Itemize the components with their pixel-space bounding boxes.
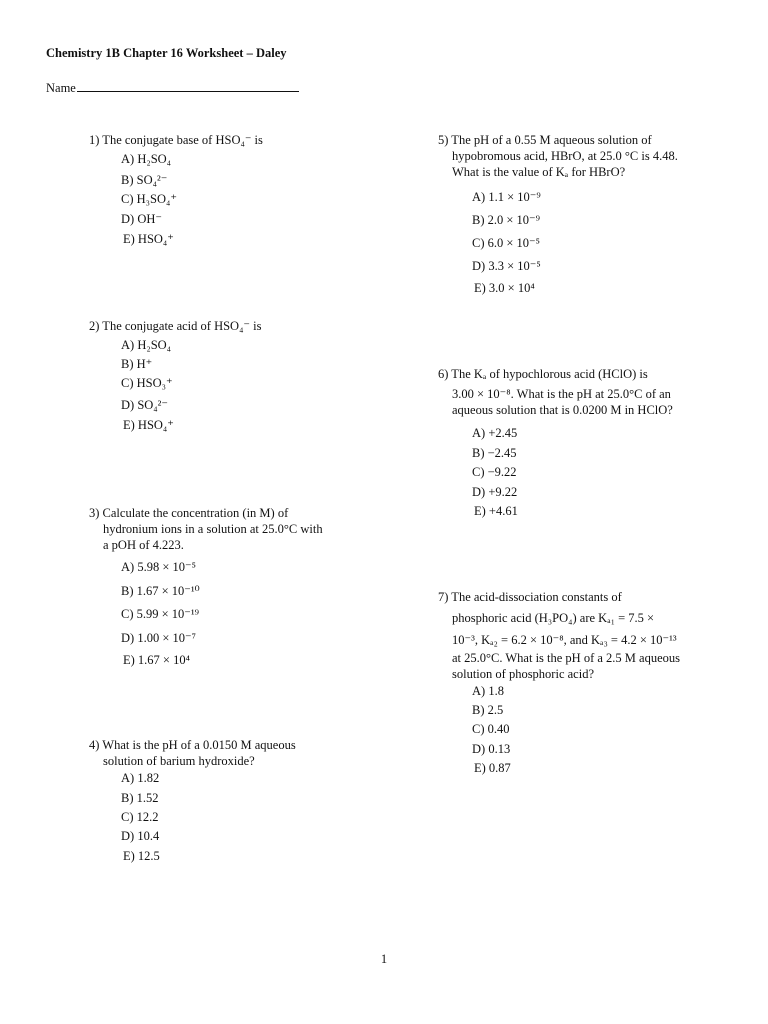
question-7-stem-line-1: 7) The acid-dissociation constants of bbox=[438, 590, 622, 604]
worksheet-title: Chemistry 1B Chapter 16 Worksheet – Daley bbox=[46, 46, 287, 60]
question-2-choice-a: A) H₂SO₄ bbox=[121, 338, 172, 352]
question-5-choice-c: C) 6.0 × 10⁻⁵ bbox=[472, 236, 541, 250]
name-label: Name bbox=[46, 81, 76, 95]
question-4-choice-c: C) 12.2 bbox=[121, 810, 159, 824]
question-6-choice-b: B) −2.45 bbox=[472, 446, 517, 460]
question-4-choice-b: B) 1.52 bbox=[121, 791, 159, 805]
question-4-stem-line-2: solution of barium hydroxide? bbox=[103, 754, 255, 768]
question-5 bbox=[438, 132, 758, 302]
question-4-stem-line-1: 4) What is the pH of a 0.0150 M aqueous bbox=[89, 738, 296, 752]
question-6-stem-line-1: 6) The Kₐ of hypochlorous acid (HClO) is bbox=[438, 367, 648, 381]
question-1-choice-c: C) H₃SO₄⁺ bbox=[121, 192, 177, 206]
question-4-choice-d: D) 10.4 bbox=[121, 829, 160, 843]
question-2-stem: 2) The conjugate acid of HSO₄⁻ is bbox=[89, 319, 262, 333]
name-field bbox=[46, 81, 299, 96]
page-number: 1 bbox=[380, 952, 388, 966]
question-6-choice-e: E) +4.61 bbox=[474, 504, 518, 518]
question-7-stem-line-3: 10⁻³, Kₐ₂ = 6.2 × 10⁻⁸, and Kₐ₃ = 4.2 × 10⁻¹³ bbox=[452, 633, 677, 647]
question-2-choice-d: D) SO₄²⁻ bbox=[121, 398, 168, 412]
question-2-choice-b: B) H⁺ bbox=[121, 357, 153, 371]
question-2-choice-c: C) HSO₃⁺ bbox=[121, 376, 173, 390]
question-7-stem-line-2: phosphoric acid (H₃PO₄) are Kₐ₁ = 7.5 × bbox=[452, 611, 655, 625]
question-6-stem-line-2: 3.00 × 10⁻⁸. What is the pH at 25.0°C of an bbox=[452, 387, 671, 401]
question-5-choice-a: A) 1.1 × 10⁻⁹ bbox=[472, 190, 541, 204]
question-3-choice-d: D) 1.00 × 10⁻⁷ bbox=[121, 631, 196, 645]
question-4-choice-e: E) 12.5 bbox=[123, 849, 160, 863]
question-3-choice-b: B) 1.67 × 10⁻¹⁰ bbox=[121, 584, 200, 598]
question-4-choice-a: A) 1.82 bbox=[121, 771, 160, 785]
question-6-choice-a: A) +2.45 bbox=[472, 426, 518, 440]
question-7 bbox=[438, 589, 758, 779]
question-5-choice-e: E) 3.0 × 10⁴ bbox=[474, 281, 535, 295]
question-7-choice-d: D) 0.13 bbox=[472, 742, 511, 756]
question-5-stem-line-3: What is the value of Kₐ for HBrO? bbox=[452, 165, 626, 179]
question-1-choice-a: A) H₂SO₄ bbox=[121, 152, 172, 166]
question-3-stem-line-3: a pOH of 4.223. bbox=[103, 538, 184, 552]
question-3-stem-line-1: 3) Calculate the concentration (in M) of bbox=[89, 506, 289, 520]
question-7-choice-e: E) 0.87 bbox=[474, 761, 511, 775]
question-3-stem-line-2: hydronium ions in a solution at 25.0°C with bbox=[103, 522, 323, 536]
question-3-choice-c: C) 5.99 × 10⁻¹⁹ bbox=[121, 607, 200, 621]
question-7-stem-line-4: at 25.0°C. What is the pH of a 2.5 M aqueous bbox=[452, 651, 680, 665]
name-underline bbox=[77, 81, 299, 92]
question-7-choice-a: A) 1.8 bbox=[472, 684, 504, 698]
question-1 bbox=[89, 132, 409, 252]
question-1-choice-b: B) SO₄²⁻ bbox=[121, 173, 168, 187]
question-3-choice-a: A) 5.98 × 10⁻⁵ bbox=[121, 560, 196, 574]
question-1-choice-d: D) OH⁻ bbox=[121, 212, 162, 226]
question-7-choice-c: C) 0.40 bbox=[472, 722, 510, 736]
question-3-choice-e: E) 1.67 × 10⁴ bbox=[123, 653, 190, 667]
question-6-choice-c: C) −9.22 bbox=[472, 465, 517, 479]
question-2 bbox=[89, 318, 409, 438]
question-7-choice-b: B) 2.5 bbox=[472, 703, 504, 717]
question-5-stem-line-2: hypobromous acid, HBrO, at 25.0 °C is 4.48. bbox=[452, 149, 678, 163]
question-1-stem: 1) The conjugate base of HSO₄⁻ is bbox=[89, 133, 263, 147]
question-3 bbox=[89, 505, 409, 670]
question-6-choice-d: D) +9.22 bbox=[472, 485, 518, 499]
question-1-choice-e: E) HSO₄⁺ bbox=[123, 232, 174, 246]
question-7-stem-line-5: solution of phosphoric acid? bbox=[452, 667, 594, 681]
question-2-choice-e: E) HSO₄⁺ bbox=[123, 418, 174, 432]
question-6 bbox=[438, 366, 758, 526]
question-4 bbox=[89, 737, 409, 867]
question-6-stem-line-3: aqueous solution that is 0.0200 M in HClO? bbox=[452, 403, 673, 417]
question-5-stem-line-1: 5) The pH of a 0.55 M aqueous solution of bbox=[438, 133, 652, 147]
question-5-choice-d: D) 3.3 × 10⁻⁵ bbox=[472, 259, 541, 273]
question-5-choice-b: B) 2.0 × 10⁻⁹ bbox=[472, 213, 541, 227]
